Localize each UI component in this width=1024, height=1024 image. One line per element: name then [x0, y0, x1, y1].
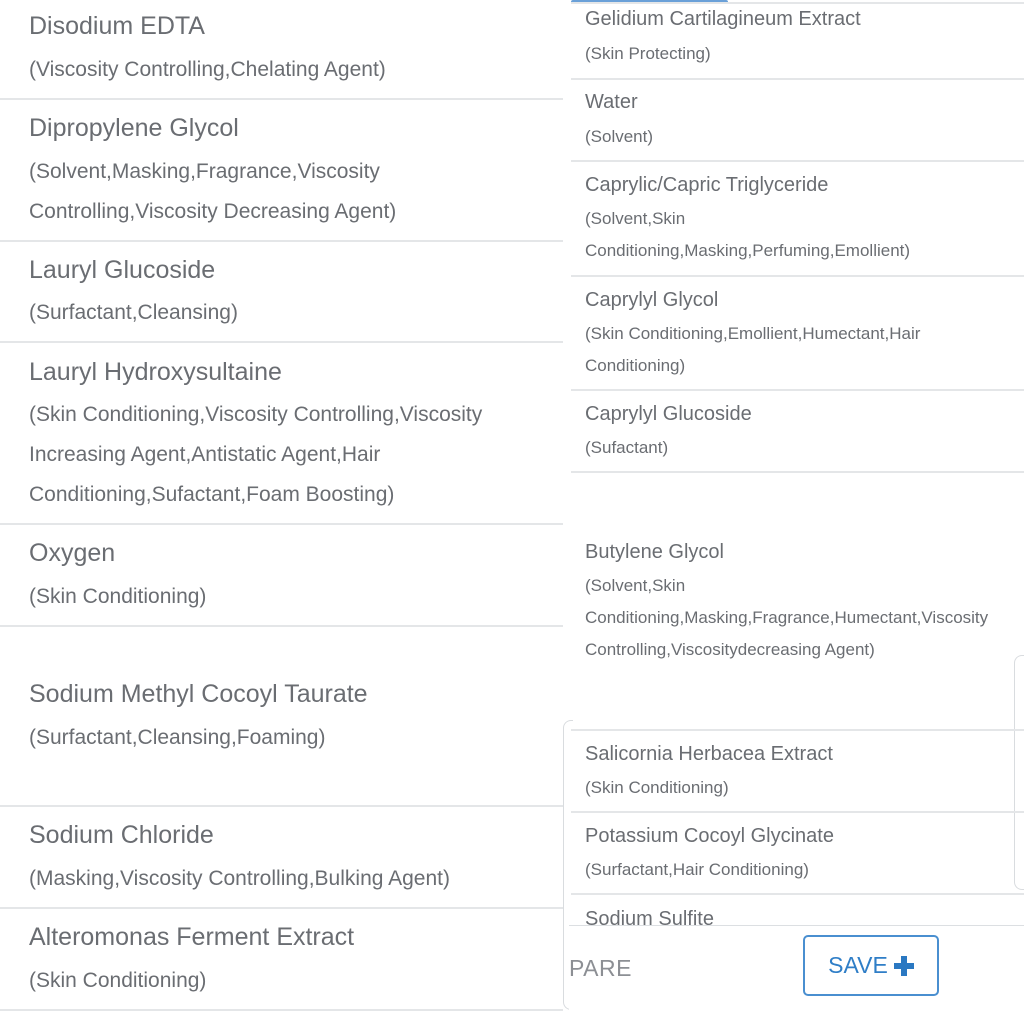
list-item[interactable]	[0, 343, 570, 525]
ingredient-name: Caprylyl Glucoside	[585, 403, 752, 425]
ingredient-name: Caprylic/Capric Triglyceride	[585, 174, 829, 196]
ingredient-function: (Skin Conditioning)	[585, 778, 729, 797]
ingredient-function: (Skin Protecting)	[585, 44, 711, 63]
ingredient-name: Salicornia Herbacea Extract	[585, 743, 833, 765]
list-item[interactable]	[0, 525, 570, 627]
divider	[571, 78, 1024, 80]
divider	[571, 811, 1024, 813]
divider	[571, 729, 1024, 731]
divider	[571, 471, 1024, 473]
save-button-label: SAVE	[828, 952, 888, 978]
card-edge	[1014, 655, 1024, 890]
ingredient-function: (Viscosity Controlling,Chelating Agent)	[29, 58, 386, 81]
ingredient-function: Conditioning,Masking,Fragrance,Humectant,Viscosity	[585, 608, 989, 627]
save-button[interactable]	[803, 935, 939, 996]
ingredient-function: (Sufactant)	[585, 438, 669, 457]
divider	[571, 275, 1024, 277]
ingredient-function: (Solvent)	[585, 127, 654, 146]
ingredient-function: Controlling,Viscositydecreasing Agent)	[585, 640, 875, 659]
ingredient-function: (Solvent,Skin	[585, 576, 686, 595]
list-item[interactable]	[0, 627, 570, 807]
ingredient-name: Lauryl Glucoside	[29, 256, 216, 284]
ingredient-name: Butylene Glycol	[585, 541, 724, 563]
ingredient-name: Caprylyl Glycol	[585, 289, 719, 311]
ingredient-name: Sodium Chloride	[29, 821, 214, 849]
list-item[interactable]	[0, 807, 570, 909]
ingredient-function: (Skin Conditioning)	[29, 585, 207, 608]
ingredient-name: Disodium EDTA	[29, 12, 205, 40]
compare-button[interactable]: PARE	[569, 955, 632, 981]
ingredient-function: (Solvent,Masking,Fragrance,Viscosity Controlling,Viscosity Decreasing Agent)	[29, 160, 397, 223]
ingredient-function: Conditioning,Masking,Perfuming,Emollient)	[585, 241, 911, 260]
divider	[571, 893, 1024, 895]
ingredient-function: (Surfactant,Cleansing)	[29, 301, 238, 324]
list-item[interactable]	[563, 900, 1024, 925]
ingredient-function: (Skin Conditioning)	[29, 969, 207, 992]
list-item[interactable]	[0, 0, 570, 100]
divider	[571, 389, 1024, 391]
list-item[interactable]	[0, 909, 570, 1011]
ingredient-name: Sodium Methyl Cocoyl Taurate	[29, 680, 368, 708]
list-item[interactable]	[0, 242, 570, 343]
ingredient-name: Sodium Sulfite	[585, 908, 714, 925]
divider	[571, 2, 1024, 4]
ingredient-list-right	[563, 0, 1024, 1024]
ingredient-name: Alteromonas Ferment Extract	[29, 923, 355, 951]
list-item[interactable]	[0, 100, 570, 242]
ingredient-name: Dipropylene Glycol	[29, 114, 239, 142]
ingredient-function: (Skin Conditioning,Viscosity Controlling,Viscosity Increasing Agent,Antistatic Agent,Hair Conditioning,Sufactant,Foam Boosting)	[29, 403, 483, 506]
ingredient-name: Water	[585, 91, 638, 113]
ingredient-name: Lauryl Hydroxysultaine	[29, 358, 282, 386]
ingredient-function: (Surfactant,Hair Conditioning)	[585, 860, 809, 879]
ingredient-function: (Skin Conditioning,Emollient,Humectant,Hair	[585, 324, 921, 343]
ingredient-function: (Masking,Viscosity Controlling,Bulking Agent)	[29, 867, 450, 890]
plus-icon	[894, 956, 914, 976]
ingredient-function: (Surfactant,Cleansing,Foaming)	[29, 726, 326, 749]
ingredient-function: Conditioning)	[585, 356, 686, 375]
ingredient-name: Oxygen	[29, 539, 116, 567]
ingredient-name: Gelidium Cartilagineum Extract	[585, 8, 861, 30]
action-bar	[569, 925, 1024, 1011]
ingredient-name: Potassium Cocoyl Glycinate	[585, 825, 834, 847]
ingredient-function: (Solvent,Skin	[585, 209, 686, 228]
divider	[571, 160, 1024, 162]
